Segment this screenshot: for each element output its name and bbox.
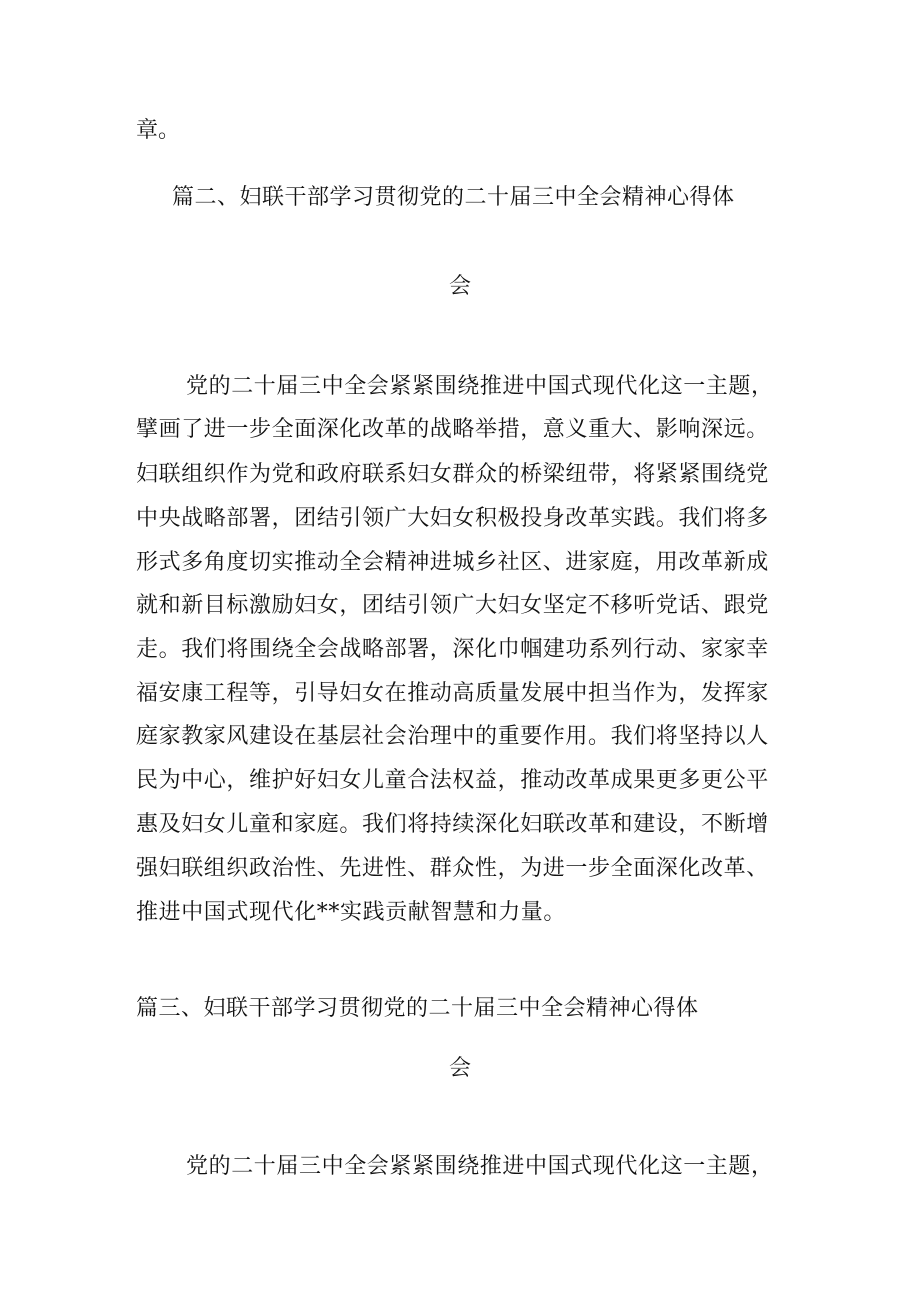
- section-two-paragraph-line: 福安康工程等，引导妇女在推动高质量发展中担当作为，发挥家: [136, 681, 769, 706]
- section-two-heading-line2: 会: [449, 274, 472, 299]
- section-two-paragraph-line: 惠及妇女儿童和家庭。我们将持续深化妇联改革和建设，不断增: [136, 812, 769, 837]
- section-three-heading-line1: 篇三、妇联干部学习贯彻党的二十届三中全会精神心得体: [136, 996, 699, 1021]
- section-two-paragraph-line: 庭家教家风建设在基层社会治理中的重要作用。我们将坚持以人: [136, 724, 769, 749]
- section-two-paragraph-line: 形式多角度切实推动全会精神进城乡社区、进家庭，用改革新成: [136, 550, 769, 575]
- previous-section-tail: 章。: [136, 118, 181, 143]
- section-two-paragraph-line: 就和新目标激励妇女，团结引领广大妇女坚定不移听党话、跟党: [136, 593, 769, 618]
- section-two-heading-line1: 篇二、妇联干部学习贯彻党的二十届三中全会精神心得体: [172, 185, 735, 210]
- section-two-paragraph-line: 擘画了进一步全面深化改革的战略举措，意义重大、影响深远。: [136, 417, 769, 442]
- section-two-paragraph-line: 强妇联组织政治性、先进性、群众性，为进一步全面深化改革、: [136, 856, 769, 881]
- section-two-paragraph-line: 妇联组织作为党和政府联系妇女群众的桥梁纽带，将紧紧围绕党: [136, 462, 769, 487]
- section-two-paragraph-line: 推进中国式现代化**实践贡献智慧和力量。: [136, 900, 567, 925]
- section-three-heading-line2: 会: [449, 1056, 472, 1081]
- section-three-paragraph-line: 党的二十届三中全会紧紧围绕推进中国式现代化这一主题，: [186, 1154, 774, 1179]
- section-two-paragraph-line: 民为中心，维护好妇女儿童合法权益，推动改革成果更多更公平: [136, 768, 769, 793]
- section-two-paragraph-line: 走。我们将围绕全会战略部署，深化巾帼建功系列行动、家家幸: [136, 637, 769, 662]
- section-two-paragraph-line: 中央战略部署，团结引领广大妇女积极投身改革实践。我们将多: [136, 506, 769, 531]
- section-two-paragraph-line: 党的二十届三中全会紧紧围绕推进中国式现代化这一主题，: [186, 374, 774, 399]
